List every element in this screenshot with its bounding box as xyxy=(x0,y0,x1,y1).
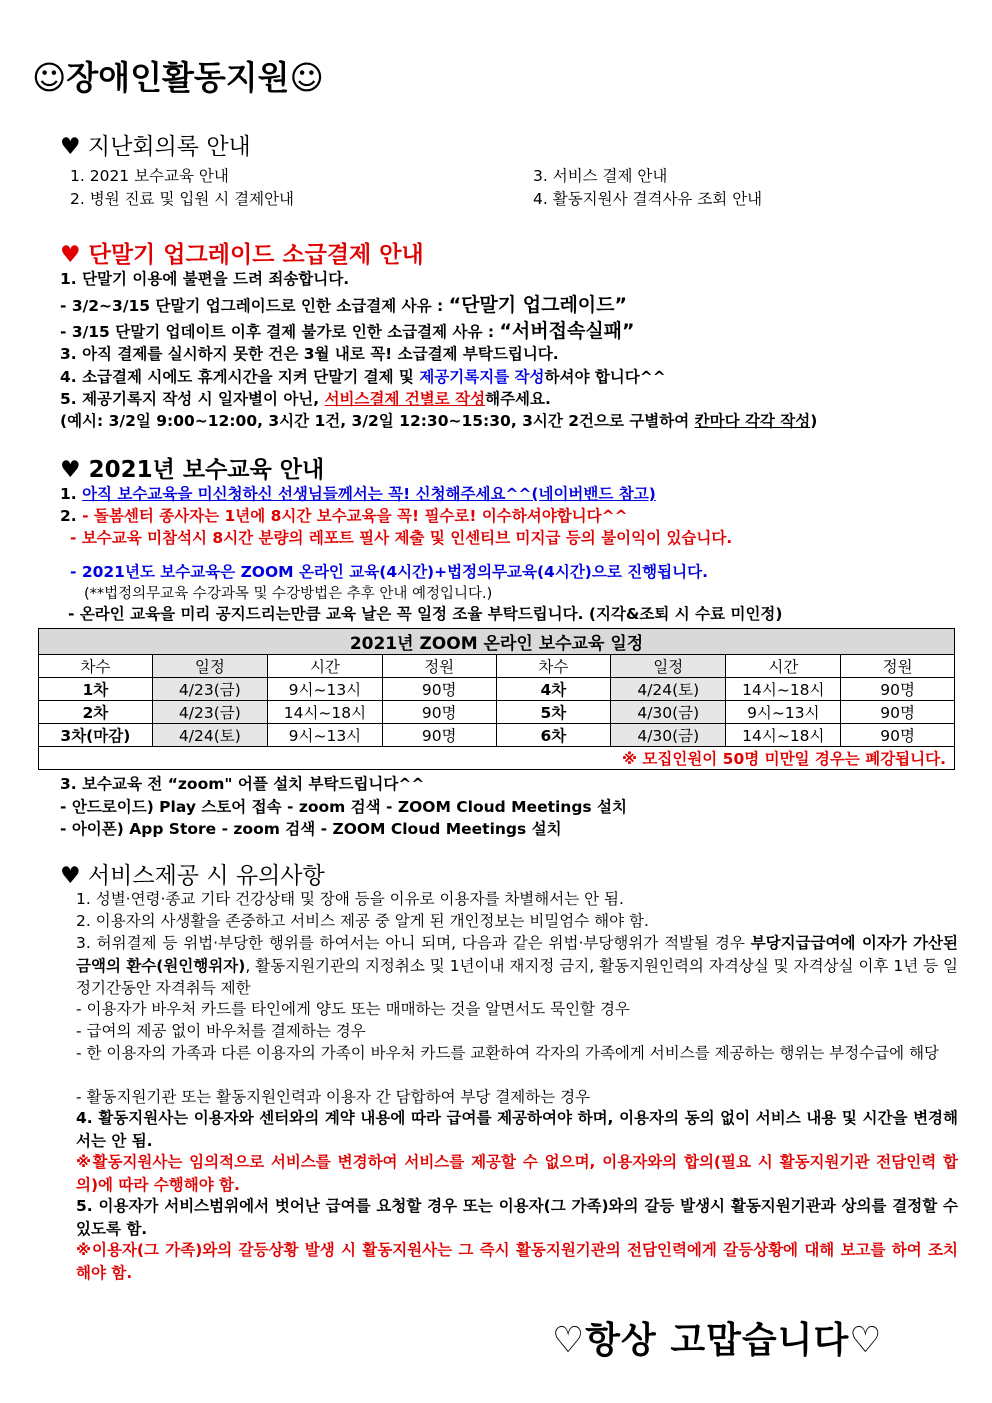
table-row xyxy=(39,701,955,724)
table-cell: 4/23(금) xyxy=(152,701,267,724)
header-cell: 시간 xyxy=(726,655,841,678)
precaution-5: - 급여의 제공 없이 바우처를 결제하는 경우 xyxy=(76,1022,366,1040)
table-cell: 1차 xyxy=(39,678,153,701)
table-cell: 90명 xyxy=(841,701,955,724)
page-title: ☺장애인활동지원☺ xyxy=(32,58,324,97)
terminal-line-2: - 3/2~3/15 단말기 업그레이드로 인한 소급결제 사유 : “단말기 업그레이드” xyxy=(60,294,627,316)
section-heading-minutes: ♥ 지난회의록 안내 xyxy=(60,134,251,160)
precaution-2: 2. 이용자의 사생활을 존중하고 서비스 제공 중 알게 된 개인정보는 비밀엄수 해야 함. xyxy=(76,912,649,930)
education-line-2: 2. - 돌봄센터 종사자는 1년에 8시간 보수교육을 꼭! 필수로! 이수하셔야합니다^^ xyxy=(60,507,628,525)
precaution-7: - 활동지원기관 또는 활동지원인력과 이용자 간 담합하여 부당 결제하는 경우 xyxy=(76,1088,591,1106)
terminal-line-1: 1. 단말기 이용에 불편을 드려 죄송합니다. xyxy=(60,270,350,288)
education-line-6: - 온라인 교육을 미리 공지드리는만큼 교육 날은 꼭 일정 조율 부탁드립니다. (지각&조퇴 시 수료 미인정) xyxy=(68,605,783,623)
terminal-line-4: 3. 아직 결제를 실시하지 못한 건은 3월 내로 꼭! 소급결제 부탁드립니다. xyxy=(60,345,559,363)
header-cell: 일정 xyxy=(611,655,726,678)
precaution-10: 5. 이용자가 서비스범위에서 벗어난 급여를 요청할 경우 또는 이용자(그 가족)와의 갈등 발생시 활동지원기관과 상의를 결정할 수 있도록 함. xyxy=(76,1197,958,1238)
terminal-line-3: - 3/15 단말기 업데이트 이후 결제 불가로 인한 소급결제 사유 : “서버접속실패” xyxy=(60,320,635,342)
education-line-4: - 2021년도 보수교육은 ZOOM 온라인 교육(4시간)+법정의무교육(4시간)으로 진행됩니다. xyxy=(70,563,708,581)
education-line-1: 1. 아직 보수교육을 미신청하신 선생님들께서는 꼭! 신청해주세요^^(네이버밴드 참고) xyxy=(60,485,656,503)
education-schedule-table xyxy=(38,628,955,770)
section-heading-education: ♥ 2021년 보수교육 안내 xyxy=(60,457,325,483)
table-cell: 90명 xyxy=(382,724,496,747)
table-caption: 2021년 ZOOM 온라인 보수교육 일정 xyxy=(39,629,955,655)
education-line-3: - 보수교육 미참석시 8시간 분량의 레포트 필사 제출 및 인센티브 미지급 등의 불이익이 있습니다. xyxy=(70,529,733,547)
precaution-3: 3. 허위결제 등 위법·부당한 행위를 하여서는 아니 되며, 다음과 같은 위법·부당행위가 적발될 경우 부당지급급여에 이자가 가산된 금액의 환수(원인행위자), 활동지원기관의 지정취소 및 1년이내 재지정 금지, 활동지원인력의 자격상실 및 자격상실 이후 1년 등 일정기간동안 자격취득 제한 xyxy=(76,934,958,997)
minutes-item-3: 3. 서비스 결제 안내 xyxy=(533,167,668,185)
precaution-1: 1. 성별·연령·종교 기타 건강상태 및 장애 등을 이유로 이용자를 차별해서는 안 됨. xyxy=(76,890,624,908)
section-heading-precautions: ♥ 서비스제공 시 유의사항 xyxy=(60,863,325,889)
header-cell: 정원 xyxy=(841,655,955,678)
table-cell: 14시~18시 xyxy=(267,701,382,724)
table-note: ※ 모집인원이 50명 미만일 경우는 폐강됩니다. xyxy=(39,747,955,770)
table-header-row xyxy=(39,655,955,678)
table-cell: 9시~13시 xyxy=(267,678,382,701)
header-cell: 시간 xyxy=(267,655,382,678)
education-line-8: - 안드로이드) Play 스토어 접속 - zoom 검색 - ZOOM Cloud Meetings 설치 xyxy=(60,798,628,816)
terminal-line-7: (예시: 3/2일 9:00~12:00, 3시간 1건, 3/2일 12:30~15:30, 3시간 2건으로 구별하여 칸마다 각각 작성) xyxy=(60,412,818,430)
education-line-7: 3. 보수교육 전 “zoom" 어플 설치 부탁드립니다^^ xyxy=(60,775,425,793)
closing-message: ♡항상 고맙습니다♡ xyxy=(552,1320,883,1361)
education-line-5: (**법정의무교육 수강과목 및 수강방법은 추후 안내 예정입니다.) xyxy=(84,586,493,602)
terminal-line-5: 4. 소급결제 시에도 휴게시간을 지켜 단말기 결제 및 제공기록지를 작성하셔야 합니다^^ xyxy=(60,368,666,386)
table-cell: 5차 xyxy=(496,701,611,724)
minutes-item-1: 1. 2021 보수교육 안내 xyxy=(70,167,229,185)
table-cell: 4/30(금) xyxy=(611,701,726,724)
table-cell: 90명 xyxy=(382,701,496,724)
table-row xyxy=(39,678,955,701)
table-cell: 4/24(토) xyxy=(611,678,726,701)
minutes-item-2: 2. 병원 진료 및 입원 시 결제안내 xyxy=(70,190,295,208)
table-cell: 90명 xyxy=(841,724,955,747)
table-cell: 9시~13시 xyxy=(267,724,382,747)
precaution-4: - 이용자가 바우처 카드를 타인에게 양도 또는 매매하는 것을 알면서도 묵인할 경우 xyxy=(76,1000,630,1018)
table-cell: 4차 xyxy=(496,678,611,701)
header-cell: 일정 xyxy=(152,655,267,678)
table-cell: 4/23(금) xyxy=(152,678,267,701)
terminal-line-6: 5. 제공기록지 작성 시 일자별이 아닌, 서비스결제 건별로 작성해주세요. xyxy=(60,390,551,408)
precaution-9: ※활동지원사는 임의적으로 서비스를 변경하여 서비스를 제공할 수 없으며, 이용자와의 합의(필요 시 활동지원기관 전담인력 합의)에 따라 수행해야 함. xyxy=(76,1153,958,1194)
table-cell: 9시~13시 xyxy=(726,701,841,724)
table-row xyxy=(39,724,955,747)
table-cell: 14시~18시 xyxy=(726,724,841,747)
header-cell: 정원 xyxy=(382,655,496,678)
table-cell: 6차 xyxy=(496,724,611,747)
precaution-11: ※이용자(그 가족)와의 갈등상황 발생 시 활동지원사는 그 즉시 활동지원기관의 전담인력에게 갈등상황에 대해 보고를 하여 조치해야 함. xyxy=(76,1241,958,1282)
precaution-6: - 한 이용자의 가족과 다른 이용자의 가족이 바우처 카드를 교환하여 각자의 가족에게 서비스를 제공하는 행위는 부정수급에 해당 xyxy=(76,1044,940,1062)
table-cell: 2차 xyxy=(39,701,153,724)
header-cell: 차수 xyxy=(496,655,611,678)
education-line-9: - 아이폰) App Store - zoom 검색 - ZOOM Cloud Meetings 설치 xyxy=(60,820,562,838)
table-cell: 4/24(토) xyxy=(152,724,267,747)
table-cell: 4/30(금) xyxy=(611,724,726,747)
table-cell: 90명 xyxy=(841,678,955,701)
table-cell: 3차(마감) xyxy=(39,724,153,747)
table-cell: 90명 xyxy=(382,678,496,701)
section-heading-terminal: ♥ 단말기 업그레이드 소급결제 안내 xyxy=(60,242,424,268)
precaution-8: 4. 활동지원사는 이용자와 센터와의 계약 내용에 따라 급여를 제공하여야 하며, 이용자의 동의 없이 서비스 내용 및 시간을 변경해서는 안 됨. xyxy=(76,1109,958,1150)
minutes-item-4: 4. 활동지원사 결격사유 조회 안내 xyxy=(533,190,763,208)
header-cell: 차수 xyxy=(39,655,153,678)
table-cell: 14시~18시 xyxy=(726,678,841,701)
